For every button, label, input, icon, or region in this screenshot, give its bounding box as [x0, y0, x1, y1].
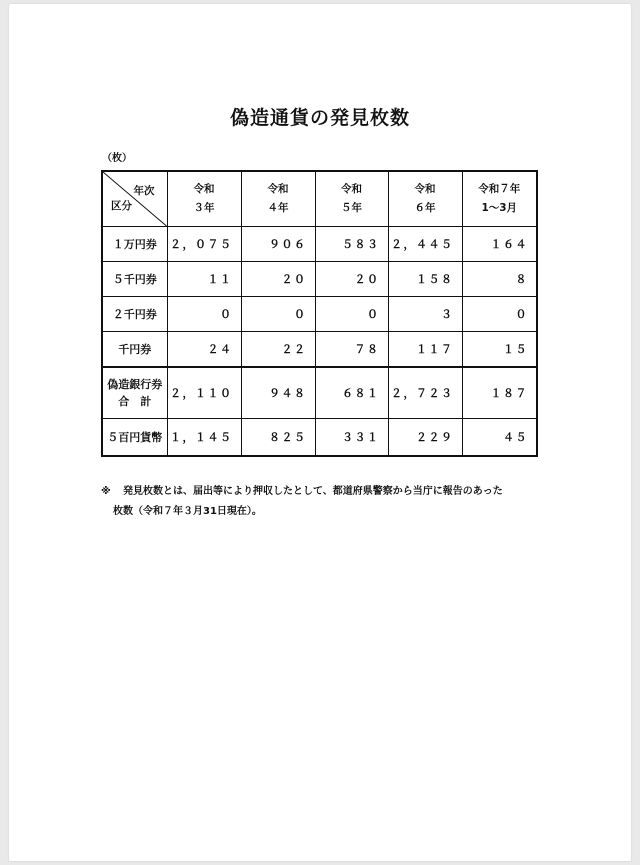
- table-cell: ２，４４５: [388, 227, 462, 262]
- corner-category-label: 区分: [111, 200, 132, 212]
- table-cell: ８: [462, 262, 537, 297]
- row-label: 千円券: [102, 332, 167, 368]
- table-cell: ５８３: [315, 227, 388, 262]
- row-label: ２千円券: [102, 297, 167, 332]
- table-cell: ０: [462, 297, 537, 332]
- table-cell: ２０: [241, 262, 315, 297]
- table-row: [102, 262, 537, 297]
- table-cell: １５: [462, 332, 537, 368]
- coin-cell: １，１４５: [167, 419, 241, 457]
- counterfeit-table: [101, 170, 538, 457]
- header-r5: 令和 ５年: [315, 171, 388, 227]
- table-cell: ２２: [241, 332, 315, 368]
- note-line-2: 枚数（令和７年３月31日現在）。: [113, 506, 262, 517]
- table-cell: ９０６: [241, 227, 315, 262]
- footnote: [101, 482, 551, 522]
- corner-year-label: 年次: [133, 185, 155, 197]
- header-r7: 令和７年 1～3月: [462, 171, 537, 227]
- table-cell: ２４: [167, 332, 241, 368]
- corner-cell: [102, 171, 167, 227]
- table-cell: ３: [388, 297, 462, 332]
- table-cell: ０: [315, 297, 388, 332]
- coin-label: ５百円貨幣: [102, 419, 167, 457]
- note-line-1: 発見枚数とは、届出等により押収したとして、都道府県警察から当庁に報告のあった: [123, 486, 503, 497]
- row-label: １万円券: [102, 227, 167, 262]
- table-cell: ７８: [315, 332, 388, 368]
- total-cell: ９４８: [241, 367, 315, 419]
- coin-row: [102, 419, 537, 457]
- table-row: [102, 332, 537, 368]
- total-label: 偽造銀行券 合 計: [102, 367, 167, 419]
- table-cell: １６４: [462, 227, 537, 262]
- table-cell: ０: [241, 297, 315, 332]
- note-mark: ※: [101, 486, 111, 497]
- header-r4: 令和 ４年: [241, 171, 315, 227]
- coin-cell: ４５: [462, 419, 537, 457]
- total-cell: ２，７２３: [388, 367, 462, 419]
- header-r3: 令和 ３年: [167, 171, 241, 227]
- table-cell: ２０: [315, 262, 388, 297]
- table-cell: １１７: [388, 332, 462, 368]
- total-cell: ６８１: [315, 367, 388, 419]
- table-cell: ０: [167, 297, 241, 332]
- page-title: 偽造通貨の発見枚数: [229, 107, 410, 129]
- table-cell: １５８: [388, 262, 462, 297]
- coin-cell: ２２９: [388, 419, 462, 457]
- total-cell: １８７: [462, 367, 537, 419]
- coin-cell: ３３１: [315, 419, 388, 457]
- table-cell: ２，０７５: [167, 227, 241, 262]
- total-row: [102, 367, 537, 419]
- unit-label: （枚）: [102, 153, 132, 164]
- row-label: ５千円券: [102, 262, 167, 297]
- table-row: [102, 227, 537, 262]
- total-cell: ２，１１０: [167, 367, 241, 419]
- table-cell: １１: [167, 262, 241, 297]
- header-r6: 令和 ６年: [388, 171, 462, 227]
- table-row: [102, 297, 537, 332]
- coin-cell: ８２５: [241, 419, 315, 457]
